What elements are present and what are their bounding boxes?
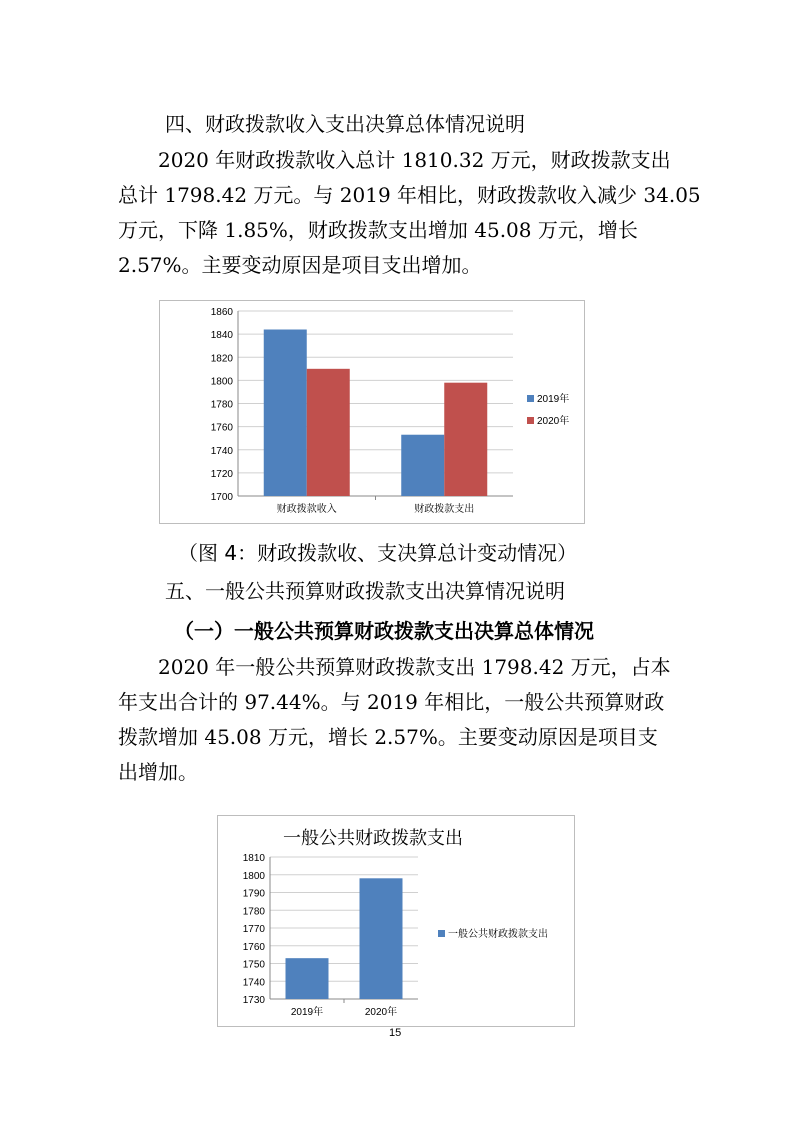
y-tick-label: 1700: [210, 492, 233, 503]
section-5-1-paragraph: [118, 650, 678, 800]
y-tick-label: 1730: [242, 995, 265, 1006]
figure-4-caption: （图 4：财政拨款收、支决算总计变动情况）: [178, 541, 578, 565]
chart-general-public-expenditure: [217, 815, 575, 1027]
y-tick-label: 1740: [210, 445, 233, 457]
section-4-paragraph: [118, 143, 701, 293]
section-4-heading: 四、财政拨款收入支出决算总体情况说明: [165, 112, 525, 136]
y-tick-label: 1800: [242, 870, 265, 882]
legend-swatch-1: [438, 930, 445, 937]
y-tick-label: 1800: [210, 376, 233, 388]
y-tick-label: 1750: [242, 959, 265, 971]
chart-fig4: [159, 300, 585, 524]
bar-2-1: [401, 435, 444, 496]
y-tick-label: 1770: [242, 924, 265, 935]
paragraph-line: 2020 年财政拨款收入总计 1810.32 万元，财政拨款支出: [158, 148, 671, 172]
y-tick-label: 1760: [242, 941, 265, 953]
y-tick-label: 1820: [210, 353, 233, 365]
legend-label: 一般公共财政拨款支出: [448, 929, 548, 940]
chart-title: 一般公共财政拨款支出: [283, 828, 463, 848]
legend-label: 2020年: [537, 416, 570, 427]
page-number: 15: [389, 1027, 402, 1039]
bar-1-2: [307, 369, 350, 496]
y-tick-label: 1840: [210, 330, 233, 342]
y-tick-label: 1740: [242, 977, 265, 989]
section-5-1-heading: （一）一般公共预算财政拨款支出决算总体情况: [174, 619, 594, 643]
y-tick-label: 1860: [210, 307, 233, 318]
x-tick-label: 2019年: [290, 1007, 324, 1018]
bar-1-1: [286, 958, 329, 999]
paragraph-line: 万元，下降 1.85%，财政拨款支出增加 45.08 万元，增长: [118, 218, 638, 242]
paragraph-line: 2.57%。主要变动原因是项目支出增加。: [118, 253, 482, 277]
section-5-heading: 五、一般公共预算财政拨款支出决算情况说明: [165, 579, 565, 603]
chart-fig4-svg: [160, 301, 584, 523]
y-tick-label: 1720: [210, 468, 233, 480]
y-tick-label: 1780: [210, 399, 233, 411]
bar-2-2: [444, 383, 487, 496]
y-tick-label: 1760: [210, 422, 233, 434]
y-tick-label: 1810: [242, 853, 265, 864]
paragraph-line: 总计 1798.42 万元。与 2019 年相比，财政拨款收入减少 34.05: [118, 183, 701, 207]
x-tick-label: 2020年: [364, 1007, 398, 1018]
y-tick-label: 1780: [242, 906, 265, 918]
paragraph-line: 出增加。: [118, 760, 198, 784]
bar-1-1: [264, 330, 307, 497]
y-tick-label: 1790: [242, 888, 265, 900]
x-tick-label: 财政拨款支出: [414, 504, 475, 515]
paragraph-line: 2020 年一般公共预算财政拨款支出 1798.42 万元，占本: [158, 655, 671, 679]
legend-label: 2019年: [537, 394, 570, 405]
paragraph-line: 拨款增加 45.08 万元，增长 2.57%。主要变动原因是项目支: [118, 725, 658, 749]
legend-swatch-1: [527, 395, 534, 402]
paragraph-line: 年支出合计的 97.44%。与 2019 年相比，一般公共预算财政: [118, 690, 665, 714]
bar-2-1: [360, 878, 403, 999]
x-tick-label: 财政拨款收入: [276, 504, 337, 515]
legend-swatch-2: [527, 417, 534, 424]
chart-general-public-svg: [218, 816, 574, 1026]
